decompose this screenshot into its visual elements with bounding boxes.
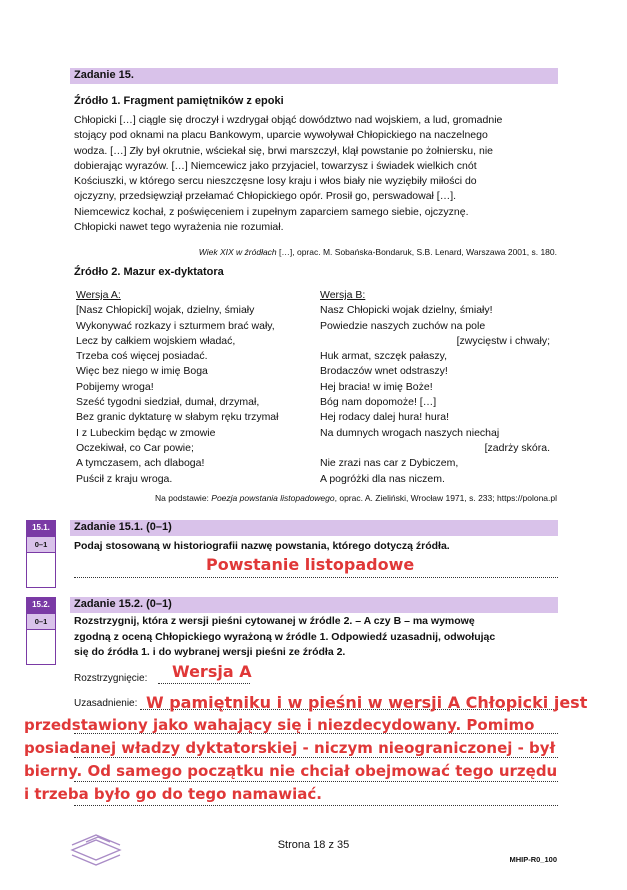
verse-line: [Nasz Chłopicki] wojak, dzielny, śmiały [76,304,255,317]
task-15-1-score-box[interactable] [26,536,56,588]
task-header-bar [70,68,558,84]
verse-line: Oczekiwał, co Car powie; [76,441,194,454]
verse-line: Więc bez niego w imię Boga [76,365,208,378]
source1-caption-italic: Wiek XIX w źródłach [198,247,277,257]
exam-code: MHIP-R0_100 [509,855,557,864]
source1-line: Chłopicki nawet tego wyrażenia nie rozumiał. [74,221,284,234]
justification-label: Uzasadnienie: [74,698,138,709]
source2-caption [155,493,557,503]
task-15-2-question [74,614,558,661]
task-header: Zadanie 15. [74,69,134,81]
version-a-heading: Wersja A: [76,289,121,301]
task-15-2-label-bg [70,597,558,613]
source1-text [74,113,558,235]
page-number: Strona 18 z 35 [277,839,350,851]
task-15-1-answer: Powstanie listopadowe [206,555,415,574]
source2-caption-italic: Poezja powstania listopadowego [211,493,335,503]
justification-answer [24,691,587,806]
verse-line: Nasz Chłopicki wojak dzielny, śmiały! [320,304,493,317]
source2-caption-rest: , oprac. A. Zieliński, Wrocław 1971, s. 233; https://polona.pl [334,493,557,503]
verse-line: Brodaczów wnet odstraszy! [320,365,448,378]
version-b-heading: Wersja B: [320,289,366,301]
source2-title: Źródło 2. Mazur ex-dyktatora [74,266,224,278]
question-line: się do źródła 1. i do wybranej wersji pieśni ze źródła 2. [74,646,346,658]
task-15-1-number: 15.1. [26,520,56,536]
source1-line: wodza. […] Zły był okrutnie, wściekał się, brwi marszczył, klął powstanie po żołniersku, nie [74,144,493,157]
version-b-column [320,288,550,487]
decision-label: Rozstrzygnięcie: [74,673,148,684]
verse-line: Sześć tygodni siedział, dumał, drzymał, [76,396,260,409]
handwritten-line: przedstawiony jako wahający się i niezdecydowany. Pomimo [24,716,535,734]
source1-line: Chłopicki […] ciągle się droczył i wzdrygał objąć dowództwo nad wojskiem, a lud, gromadnie [74,114,503,126]
decision-line[interactable] [158,683,250,684]
task-15-1-points: 0–1 [27,537,55,553]
question-line: Rozstrzygnij, która z wersji pieśni cytowanej w źródle 2. – A czy B – ma wymowę [74,615,475,627]
source1-caption-rest: […], oprac. M. Sobańska-Bondaruk, S.B. Lenard, Warszawa 2001, s. 180. [276,247,557,257]
source1-line: dobierając wyrazów. […] Niemcewicz jako przyjaciel, towarzysz i świadek wielkich cnót [74,159,477,172]
task-15-1-label-bg [70,520,558,536]
source1-line: ojczyzny, przedsięwziął przełamać Chłopickiego opór. Prosił go, perswadował […]. [74,190,457,203]
verse-line: Bez granic dyktaturę w słabym ręku trzymał [76,411,279,424]
verse-line: [zadrży skóra. [484,441,550,454]
verse-line: A pogróżki dla nas niczem. [320,472,445,485]
version-a-column [76,288,278,487]
source2-caption-prefix: Na podstawie: [155,493,212,503]
verse-line: Na dumnych wrogach naszych niechaj [320,426,500,439]
task-15-2-bar [26,597,558,613]
verse-line: Lecz by całkiem wojskiem władać, [76,334,236,347]
verse-line: [zwycięstw i chwały; [456,334,550,347]
task-15-2-score-box[interactable] [26,613,56,665]
task-15-2-number: 15.2. [26,597,56,613]
verse-line: Hej bracia! w imię Boże! [320,380,433,393]
source1-title: Źródło 1. Fragment pamiętników z epoki [74,95,284,107]
task-15-1-bar [26,520,558,536]
verse-line: Nie zrazi nas car z Dybiczem, [320,457,459,470]
verse-line: Hej rodacy dalej hura! hura! [320,411,449,424]
question-line: zgodną z oceną Chłopickiego wyrażoną w źródle 1. Odpowiedź uzasadnij, odwołując [74,630,496,643]
handwritten-line: i trzeba było go do tego namawiać. [24,785,322,803]
verse-line: Huk armat, szczęk pałaszy, [320,350,448,363]
answer-line[interactable] [74,577,558,578]
handwritten-line: bierny. Od samego początku nie chciał obejmować tego urzędu [24,762,558,780]
verse-line: Trzeba coś więcej posiadać. [76,350,208,363]
source1-caption [199,247,557,257]
source1-line: Niemcewicz kochał, z poświęceniem i zupełnym zaparciem samego siebie, ojczyznę. [74,205,469,218]
verse-line: Powiedzie naszych zuchów na pole [320,319,486,332]
decision-answer: Wersja A [172,662,252,681]
verse-line: Wykonywać rozkazy i szturmem brać wały, [76,319,275,332]
handwritten-line: W pamiętniku i w pieśni w wersji A Chłopicki jest [146,693,588,712]
task-15-2-points: 0–1 [27,614,55,630]
source1-line: Kościuszki, w którego sercu nieszczęsne losy kraju i włos biały nie wyziębiły miłości do [74,175,477,188]
verse-line: Bóg nam dopomoże! […] [320,396,437,409]
verse-line: Puścił z kraju wroga. [76,472,173,485]
verse-line: A tymczasem, ach dlaboga! [76,457,205,470]
task-15-1-header: Zadanie 15.1. (0–1) [74,521,172,533]
task-15-1-question: Podaj stosowaną w historiografii nazwę powstania, którego dotyczą źródła. [74,540,450,552]
source1-line: stojący pod oknami na placu Bankowym, uparcie wywoływał Chłopickiego na naczelnego [74,129,488,142]
task-15-2-header: Zadanie 15.2. (0–1) [74,598,172,610]
verse-line: Pobijemy wroga! [76,380,154,393]
handwritten-line: posiadanej władzy dyktatorskiej - niczym nieograniczonej - był [24,739,556,757]
verse-line: I z Lubeckim będąc w zmowie [76,426,216,439]
